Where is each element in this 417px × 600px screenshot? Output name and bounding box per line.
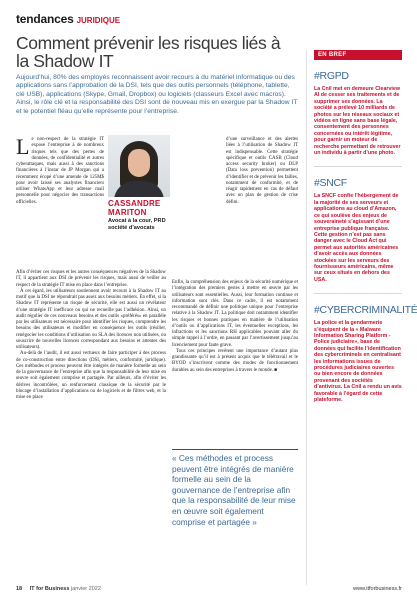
column-divider <box>306 50 307 585</box>
pullquote-rule <box>172 449 298 450</box>
article-paragraph: d’une surveillance et des alertes liées à l’utilisation de Shadow IT est indispensable. Cette stratégie spécifique et outils CASB (Cloud access security broker) ou DLP (Data loss prevention) permettent d’identifier et de prévenir les failles, notamment de conformité, et de réagir rapidement en cas de défaut avec un plan de gestion de crise défini. <box>226 137 298 205</box>
sidebar-item <box>314 304 417 404</box>
article-column-2 <box>172 280 298 374</box>
sidebar-item-text: La Cnil met en demeure Clearview AI de cesser ses traitements et de supprimer ses données. La société a prélevé 10 milliards de photos sur les réseaux sociaux et vidéos en ligne sans base légale, consentement des personnes concernées ou intérêt légitime, pour garnir un moteur de recherche permettant de retrouver un individu à partir d’une photo. <box>314 86 401 157</box>
article-title: Comment prévenir les risques liés à la Shadow IT <box>16 33 281 71</box>
article-paragraph: Au-delà de l’audit, il est aussi vertueux de faire participer à des process de co-construction entre directions (DSI, métiers, conformité, juridique). Ces méthodes et process peuvent être intégrés de manière formelle au sein de la gouvernance de l’entreprise afin que la responsabilité de leur mise en œuvre soit également comprise et partagée. Par ailleurs, afin d’éviter les dérives incontrôlées, un renforcement classique de la sécurité par le blocage d’installation d’applications ou de logiciels et de filtres web, et la mise en place <box>16 351 166 400</box>
page-footer <box>16 586 402 592</box>
page-header <box>16 10 120 28</box>
dropcap: L <box>16 134 30 159</box>
sidebar-item-text: La SNCF confie l’hébergement de la majorité de ses serveurs et applications au cloud d’Amazon, ce qui soulève des enjeux de souveraineté s’agissant d’une entreprise publique française. Cette gestion n’est pas sans danger avec le Cloud Act qui permet aux autorités américaines d’avoir accès aux données stockées sur les serveurs des fournisseurs américains, même sur ceux situés en dehors des USA. <box>314 193 399 283</box>
author-role: Avocat à la cour, PRD société d’avocats <box>108 218 166 231</box>
author-name: CASSANDRE MARITON <box>108 199 161 217</box>
article-paragraph: Tous ces principes revêtent une importance d’autant plus grandissante qu’il est à présent acquis que le télétravail et le BYOD s’inscrivent comme des modes de fonctionnement durables au sein des entreprises à travers le monde. ■ <box>172 348 298 373</box>
article-paragraph: À cet égard, les utilisateurs soutiennent avoir recours à la Shadow IT au motif que la DSI ne répondrait pas assez aux besoins métiers. En effet, si la Shadow IT représente un risque de sécurité, elle est aussi un révélateur d’une stratégie IT inefficace ou qui ne recueille pas l’adhésion. Ainsi, un audit régulier de ces nouveaux besoins et des outils «préférés» en parallèle par les utilisateurs est nécessaire pour identifier les risques, comprendre les besoins des utilisateurs et modifier en conséquence les outils (résilier, renégocier les conditions d’utilisation ou SLA des licences non utilisées, ou souscrire de nouvelles licences correspondant aux besoins et attentes des utilisateurs). <box>16 288 166 350</box>
footer-brand: IT for Business <box>29 586 70 592</box>
sidebar-item-tag: #RGPD <box>314 70 349 82</box>
sidebar-item-text: La police et la gendarmerie s’équipent de la « Malware Information Sharing Platform - Police judiciaire», base de données qui facilite l’identification des cybercriminels en centralisant les informations issues de procédures judiciaires ouvertes ou bien encore de données provenant des sociétés d’antivirus. La Cnil a rendu un avis favorable à l’égard de cette plateforme. <box>314 320 402 404</box>
sidebar-item-tag: #CYBERCRIMINALITÉ <box>314 304 417 317</box>
magazine-section-brand: tendances <box>16 12 74 26</box>
pullquote: « Ces méthodes et process peuvent être intégrés de manière formelle au sein de la gouvernance de l’entreprise afin que la responsabilité de leur mise en œuvre soit également comprise et partagée » <box>172 453 296 527</box>
article-paragraph: Enfin, la compréhension des enjeux de la sécurité numérique et l’intégration des premiers gestes à mettre en œuvre par les utilisateurs sont essentielles. Aussi, leur formation continue et information sont clés. Dans ce cadre, il est notamment recommandé de définir une politique unique pour l’entreprise relative à la Shadow IT. La politique doit notamment identifier les risques et bonnes pratiques en matière de l’utilisation d’outils ou d’applications IT, les éventuelles exceptions, les infractions et les sanctions RH applicables pouvant aller du simple rappel à l’ordre, en passant par l’avertissement jusqu’au licenciement pour faute grave. <box>172 280 298 348</box>
footer-url: www.itforbusiness.fr <box>353 586 402 592</box>
sidebar-item <box>314 70 402 156</box>
footer-date: janvier 2022 <box>70 586 101 592</box>
article-column-1 <box>16 134 104 206</box>
author-photo <box>108 135 170 197</box>
section-rubric: JURIDIQUE <box>76 16 121 25</box>
article-column-2-top <box>226 137 298 206</box>
sidebar-separator <box>314 166 402 167</box>
sidebar-item <box>314 177 402 283</box>
sidebar-en-bref <box>314 50 417 404</box>
article-lead: Aujourd’hui, 80% des employés reconnaissent avoir recours à du matériel informatique ou des applications sans l’approbation de la DSI, tels que des outils personnels (téléphone, tablette, clé USB), applications (Skype, Gmail, Dropbox) ou logiciels (classeurs Excel avec macros). Ainsi, le rôle clé et la responsabilité des DSI sont de nouveau mis en exergue par la Shadow IT et le potentiel fléau qu’elle représente pour l’entreprise. <box>16 74 298 115</box>
sidebar-header: EN BREF <box>314 50 402 60</box>
article-paragraph: Le non-respect de la stratégie IT expose l’entreprise à de nombreux risques tels que des pertes de données, de confidentialité et autres cyberattaques, mais aussi à des sanctions financières à l’instar de JP Morgan qui a récemment écopé d’une amende de 125M$ pour avoir laissé ses analystes financiers utiliser WhatsApp et leur adresse mail personnelle pour négocier des transactions officielles. <box>16 134 104 205</box>
page-number: 18 <box>16 586 23 592</box>
sidebar-separator <box>314 293 402 294</box>
sidebar-item-tag: #SNCF <box>314 177 347 190</box>
article-column-1-continued <box>16 270 166 401</box>
article-paragraph: Afin d’éviter ces risques et les autres conséquences négatives de la Shadow IT, il appartient aux DSI de prévenir les risques, mais aussi de veiller au respect de la stratégie IT mise en place dans l’entreprise. <box>16 270 166 288</box>
